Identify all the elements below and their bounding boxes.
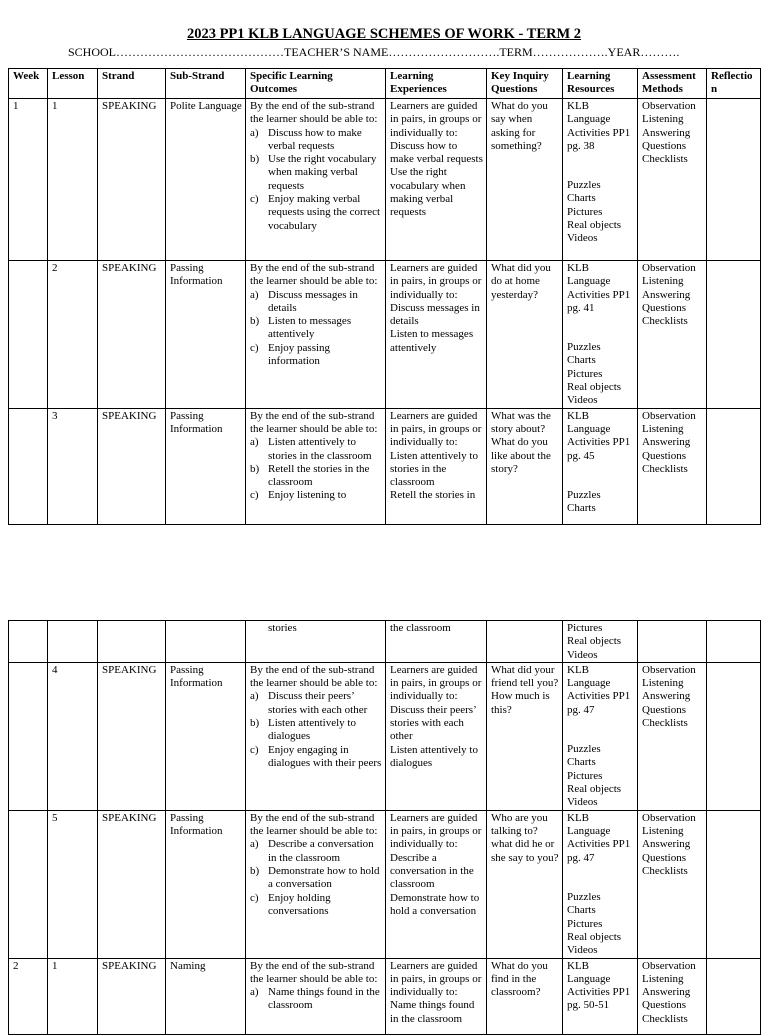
resource-book: KLB Language Activities PP1 pg. 47 (567, 663, 631, 716)
lesson-row (9, 99, 761, 261)
outcomes-cell (246, 408, 386, 524)
resources-cell (563, 958, 638, 1034)
outcome-label: c) (250, 891, 259, 904)
strand-cell: SPEAKING (98, 261, 166, 409)
assessment-item: Listening (642, 422, 684, 435)
resource-item: Charts (567, 904, 596, 917)
assessment-item: Observation (642, 663, 696, 676)
assessment-item: Answering (642, 126, 691, 139)
week-cell (9, 810, 48, 958)
substrand-cell (166, 621, 246, 663)
resource-item: Charts (567, 354, 596, 367)
substrand-cell: Passing Information (166, 261, 246, 409)
resources-cell (563, 408, 638, 524)
outcome-label: a) (250, 690, 259, 703)
outcome-item (250, 153, 382, 193)
outcomes-intro: By the end of the sub-strand the learner should be able to: (250, 663, 378, 690)
outcome-text: Enjoy making verbal requests using the correct vocabulary (268, 193, 381, 232)
strand-cell: SPEAKING (98, 662, 166, 810)
resource-item: Puzzles (567, 743, 601, 756)
week-cell: 2 (9, 958, 48, 1034)
assessment-item: Observation (642, 959, 696, 972)
substrand-cell: Polite Language (166, 99, 246, 261)
outcome-item (250, 744, 382, 771)
resource-item: Charts (567, 192, 596, 205)
experience-continuation: the classroom (390, 622, 451, 634)
assessment-item: Listening (642, 113, 684, 126)
outcome-label: a) (250, 436, 259, 449)
column-header-lesson: Lesson (48, 69, 98, 99)
document-title: 2023 PP1 KLB LANGUAGE SCHEMES OF WORK - TERM 2 (186, 26, 582, 42)
resource-item: Real objects (567, 381, 622, 394)
assessment-item: Questions (642, 301, 686, 314)
assessment-item: Listening (642, 275, 684, 288)
column-header-reflection: Reflection (707, 69, 761, 99)
week-cell: 1 (9, 99, 48, 261)
reflection-cell (707, 662, 761, 810)
strand-cell: SPEAKING (98, 958, 166, 1034)
outcome-item (250, 127, 382, 154)
resource-book: KLB Language Activities PP1 pg. 47 (567, 811, 631, 864)
resources-cell (563, 810, 638, 958)
outcome-text: Listen to messages attentively (268, 315, 352, 341)
assessment-item: Answering (642, 986, 691, 999)
questions-cell: What do you say when asking for something? (487, 99, 563, 261)
substrand-cell: Naming (166, 958, 246, 1034)
questions-cell: Who are you talking to? what did he or she say to you? (487, 810, 563, 958)
assessment-item: Questions (642, 851, 686, 864)
resource-item: Videos (567, 796, 598, 809)
outcome-item (250, 193, 382, 233)
substrand-cell: Passing Information (166, 662, 246, 810)
resources-cell (563, 261, 638, 409)
outcome-text: Discuss their peers’ stories with each other (268, 690, 368, 716)
resource-item: Videos (567, 232, 598, 245)
strand-cell: SPEAKING (98, 810, 166, 958)
resource-item: Videos (567, 394, 598, 407)
outcome-label: a) (250, 288, 259, 301)
column-header-assessment-methods: Assessment Methods (638, 69, 707, 99)
resource-item: Pictures (567, 917, 603, 930)
assessment-item: Questions (642, 703, 686, 716)
assessment-item: Observation (642, 409, 696, 422)
outcome-item (250, 865, 382, 892)
outcomes-cell (246, 810, 386, 958)
resource-gap (567, 463, 634, 489)
assessment-cell (638, 958, 707, 1034)
experience-line: Demonstrate how to hold a conversation (390, 891, 480, 917)
resource-item: Real objects (567, 782, 622, 795)
outcomes-intro: By the end of the sub-strand the learner should be able to: (250, 811, 378, 838)
outcome-label: a) (250, 838, 259, 851)
questions-cell (487, 621, 563, 663)
experiences-cell (386, 408, 487, 524)
resource-book: KLB Language Activities PP1 pg. 45 (567, 409, 631, 462)
reflection-cell (707, 621, 761, 663)
outcome-text: Listen attentively to dialogues (268, 717, 356, 743)
outcome-text: Discuss how to make verbal requests (268, 126, 362, 152)
assessment-item: Checklists (642, 315, 688, 328)
resource-gap (567, 717, 634, 743)
experiences-cell (386, 810, 487, 958)
experience-line: Learners are guided in pairs, in groups or individually to: (390, 262, 482, 301)
assessment-item: Answering (642, 288, 691, 301)
experience-line: Name things found in the classroom (390, 999, 475, 1025)
assessment-item: Observation (642, 262, 696, 274)
lesson-cell: 1 (48, 958, 98, 1034)
resource-item: Pictures (567, 622, 603, 634)
document-subtitle: SCHOOL……………………………………TEACHER’S NAME……………………….TERM……………….YEAR………. (68, 45, 680, 59)
outcome-item (250, 489, 382, 502)
assessment-item: Checklists (642, 153, 688, 166)
assessment-cell (638, 621, 707, 663)
resource-item: Videos (567, 648, 598, 661)
column-header-specific-learning-outcomes: Specific Learning Outcomes (246, 69, 386, 99)
assessment-cell (638, 662, 707, 810)
outcome-label: b) (250, 717, 260, 730)
experience-line: Retell the stories in (390, 489, 476, 502)
experience-line: Discuss their peers’ stories with each other (390, 703, 476, 743)
resource-book: KLB Language Activities PP1 pg. 50-51 (567, 959, 631, 1012)
experience-line: Listen attentively to dialogues (390, 743, 478, 769)
outcome-item (250, 892, 382, 919)
outcome-item (250, 986, 382, 1013)
schemes-table-page2 (8, 620, 761, 1035)
questions-cell: What do you find in the classroom? (487, 958, 563, 1034)
resource-item: Puzzles (567, 179, 601, 192)
resource-item: Pictures (567, 205, 603, 218)
lesson-cell: 4 (48, 662, 98, 810)
outcome-item (250, 315, 382, 342)
questions-cell: What was the story about? What do you like about the story? (487, 408, 563, 524)
assessment-item: Checklists (642, 717, 688, 730)
questions-cell: What did you do at home yesterday? (487, 261, 563, 409)
outcome-label: c) (250, 743, 259, 756)
resource-item: Puzzles (567, 341, 601, 354)
outcome-item (250, 342, 382, 369)
assessment-item: Answering (642, 436, 691, 449)
assessment-cell (638, 99, 707, 261)
outcome-continuation: stories (268, 622, 297, 634)
outcome-item (250, 838, 382, 865)
resource-item: Real objects (567, 635, 622, 648)
outcome-label: b) (250, 153, 260, 166)
experiences-cell (386, 621, 487, 663)
outcome-text: Enjoy holding conversations (268, 891, 331, 917)
experience-line: Use the right vocabulary when making verbal requests (390, 166, 466, 219)
resources-cell (563, 621, 638, 663)
assessment-item: Listening (642, 825, 684, 838)
outcome-label: b) (250, 865, 260, 878)
resource-book: KLB Language Activities PP1 pg. 38 (567, 100, 631, 152)
lesson-cell: 1 (48, 99, 98, 261)
experience-line: Describe a conversation in the classroom (390, 851, 474, 891)
outcome-label: c) (250, 489, 259, 502)
lesson-cell: 5 (48, 810, 98, 958)
column-header-key-inquiry-questions: Key Inquiry Questions (487, 69, 563, 99)
assessment-item: Answering (642, 690, 691, 703)
column-header-learning-experiences: Learning Experiences (386, 69, 487, 99)
assessment-cell (638, 261, 707, 409)
experience-line: Learners are guided in pairs, in groups or individually to: (390, 100, 482, 139)
resource-item: Puzzles (567, 488, 601, 501)
assessment-item: Observation (642, 100, 696, 112)
column-header-learning-resources: Learning Resources (563, 69, 638, 99)
outcome-item (250, 463, 382, 490)
experience-line: Learners are guided in pairs, in groups or individually to: (390, 663, 482, 703)
reflection-cell (707, 408, 761, 524)
assessment-cell (638, 408, 707, 524)
resource-gap (567, 315, 634, 341)
experience-line: Listen to messages attentively (390, 328, 474, 354)
schemes-table-page1 (8, 68, 761, 525)
column-header-strand: Strand (98, 69, 166, 99)
experiences-cell (386, 99, 487, 261)
assessment-item: Checklists (642, 1012, 688, 1025)
reflection-cell (707, 958, 761, 1034)
assessment-item: Checklists (642, 462, 688, 475)
outcome-label: c) (250, 193, 259, 206)
assessment-item: Listening (642, 677, 684, 690)
outcomes-cell (246, 621, 386, 663)
experience-line: Discuss how to make verbal requests (390, 139, 483, 166)
outcome-text: Use the right vocabulary when making verbal requests (268, 153, 377, 192)
experience-line: Learners are guided in pairs, in groups or individually to: (390, 409, 482, 449)
outcome-item (250, 289, 382, 316)
table-header-row (9, 69, 761, 99)
assessment-item: Answering (642, 838, 691, 851)
outcomes-cell (246, 261, 386, 409)
outcome-item (250, 436, 382, 463)
week-cell (9, 408, 48, 524)
outcome-text: Enjoy passing information (268, 341, 331, 368)
resource-item: Charts (567, 756, 596, 769)
reflection-cell (707, 99, 761, 261)
resource-item: Pictures (567, 769, 603, 782)
lesson-row (9, 408, 761, 524)
outcome-label: a) (250, 986, 259, 999)
experiences-cell (386, 958, 487, 1034)
assessment-item: Observation (642, 811, 696, 824)
resource-gap (567, 865, 634, 891)
continuation-row (9, 621, 761, 663)
outcome-label: b) (250, 462, 260, 475)
column-header-week: Week (9, 69, 48, 99)
strand-cell: SPEAKING (98, 99, 166, 261)
lesson-cell: 3 (48, 408, 98, 524)
lesson-cell: 2 (48, 261, 98, 409)
outcomes-intro: By the end of the sub-strand the learner should be able to: (250, 409, 378, 435)
outcomes-cell (246, 99, 386, 261)
experience-line: Learners are guided in pairs, in groups or individually to: (390, 811, 482, 851)
outcome-text: Describe a conversation in the classroom (268, 838, 374, 864)
lesson-row (9, 261, 761, 409)
outcome-text: Name things found in the classroom (268, 986, 380, 1012)
outcome-label: c) (250, 341, 259, 354)
outcome-text: Discuss messages in details (268, 288, 358, 314)
resource-item: Puzzles (567, 891, 601, 904)
resource-gap (567, 153, 634, 179)
strand-cell: SPEAKING (98, 408, 166, 524)
lesson-row (9, 958, 761, 1034)
resources-cell (563, 662, 638, 810)
resource-item: Real objects (567, 930, 622, 943)
resource-item: Videos (567, 944, 598, 957)
resource-book: KLB Language Activities PP1 pg. 41 (567, 262, 631, 314)
reflection-cell (707, 810, 761, 958)
outcomes-cell (246, 958, 386, 1034)
week-cell (9, 662, 48, 810)
outcome-text: Retell the stories in the classroom (268, 462, 370, 489)
assessment-item: Listening (642, 972, 684, 985)
outcome-text: Demonstrate how to hold a conversation (268, 865, 380, 891)
outcome-label: b) (250, 315, 260, 328)
week-cell (9, 621, 48, 663)
outcomes-intro: By the end of the sub-strand the learner should be able to: (250, 100, 378, 126)
substrand-cell: Passing Information (166, 408, 246, 524)
resources-cell (563, 99, 638, 261)
strand-cell (98, 621, 166, 663)
experience-line: Discuss messages in details (390, 301, 480, 328)
lesson-row (9, 662, 761, 810)
resource-item: Pictures (567, 367, 603, 380)
experiences-cell (386, 261, 487, 409)
outcomes-intro: By the end of the sub-strand the learner should be able to: (250, 262, 378, 288)
assessment-item: Checklists (642, 865, 688, 878)
substrand-cell: Passing Information (166, 810, 246, 958)
week-cell (9, 261, 48, 409)
outcome-item (250, 717, 382, 744)
experience-line: Learners are guided in pairs, in groups or individually to: (390, 959, 482, 999)
assessment-item: Questions (642, 449, 686, 462)
outcome-text: Listen attentively to stories in the classroom (268, 436, 372, 462)
column-header-sub-strand: Sub-Strand (166, 69, 246, 99)
resource-item: Real objects (567, 219, 622, 232)
outcome-label: a) (250, 126, 259, 139)
questions-cell: What did your friend tell you? How much is this? (487, 662, 563, 810)
reflection-cell (707, 261, 761, 409)
outcome-item (250, 690, 382, 717)
outcomes-cell (246, 662, 386, 810)
experiences-cell (386, 662, 487, 810)
outcomes-intro: By the end of the sub-strand the learner should be able to: (250, 959, 378, 985)
resource-item: Charts (567, 502, 596, 515)
assessment-item: Questions (642, 999, 686, 1012)
assessment-cell (638, 810, 707, 958)
lesson-cell (48, 621, 98, 663)
outcome-text: Enjoy engaging in dialogues with their peers (268, 743, 382, 769)
experience-line: Listen attentively to stories in the classroom (390, 449, 478, 489)
assessment-item: Questions (642, 139, 686, 152)
outcome-text: Enjoy listening to (268, 489, 347, 502)
lesson-row (9, 810, 761, 958)
